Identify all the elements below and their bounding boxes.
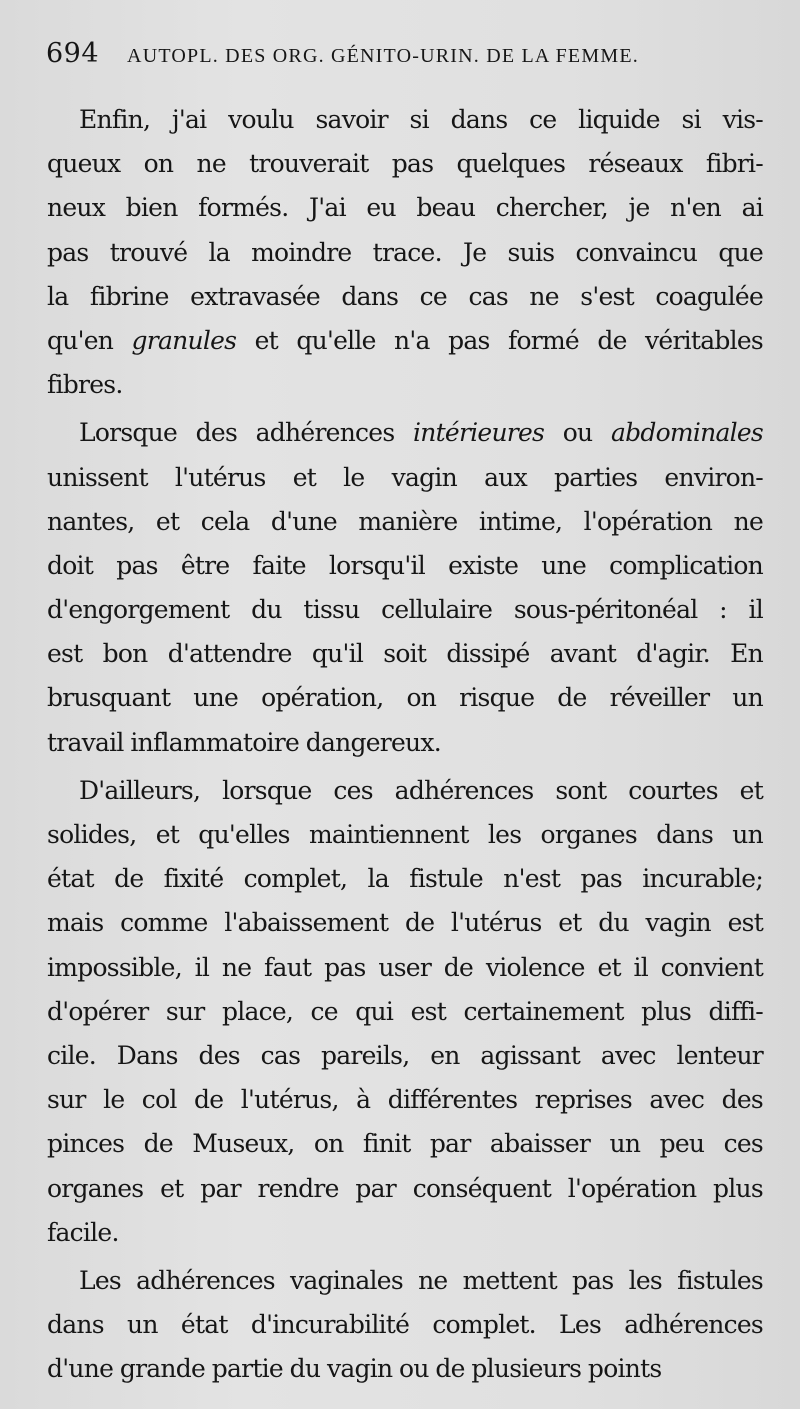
paragraph [47, 98, 763, 407]
text-line: nantes, et cela d'une manière intime, l'opération ne [47, 506, 763, 536]
text-line: fibres. [47, 370, 123, 400]
text-line: pinces de Museux, on finit par abaisser un peu ces [47, 1129, 763, 1159]
text-line: queux on ne trouverait pas quelques réseaux fibri- [47, 149, 763, 179]
text-line: Les adhérences vaginales ne mettent pas les fistules [79, 1265, 763, 1295]
text-line: brusquant une opération, on risque de réveiller un [47, 683, 763, 713]
text-line: Enfin, j'ai voulu savoir si dans ce liquide si vis- [79, 105, 763, 134]
text-line: neux bien formés. J'ai eu beau chercher, je n'en ai [47, 193, 763, 223]
text-line: D'ailleurs, lorsque ces adhérences sont courtes et [79, 775, 763, 805]
text-line: impossible, il ne faut pas user de violence et il convient [47, 952, 763, 982]
text-line: solides, et qu'elles maintiennent les organes dans un [47, 820, 763, 849]
text-line: d'une grande partie du vagin ou de plusieurs points [47, 1354, 662, 1384]
text-line: d'opérer sur place, ce qui est certainement plus diffi- [47, 996, 763, 1026]
paragraph [47, 1259, 763, 1392]
text-line: travail inflammatoire dangereux. [47, 727, 441, 757]
text-line: dans un état d'incurabilité complet. Les adhérences [47, 1310, 763, 1340]
text-line: la fibrine extravasée dans ce cas ne s'est coagulée [47, 281, 763, 311]
text-line: doit pas être faite lorsqu'il existe une complication [47, 550, 763, 580]
text-line: état de fixité complet, la fistule n'est pas incurable; [47, 864, 763, 894]
paragraph [47, 769, 763, 1255]
text-line: cile. Dans des cas pareils, en agissant avec lenteur [47, 1040, 763, 1070]
text-line: Lorsque des adhérences intérieures ou abdominales [79, 418, 764, 448]
text-line: facile. [47, 1217, 119, 1247]
italic-term: abdominales [610, 418, 764, 448]
text-line: d'engorgement du tissu cellulaire sous-péritonéal : il [47, 595, 763, 625]
text-line: mais comme l'abaissement de l'utérus et du vagin est [47, 908, 763, 938]
page-header [46, 38, 639, 78]
text-line: qu'en granules et qu'elle n'a pas formé de véritables [47, 325, 763, 355]
italic-term: granules [131, 325, 237, 355]
text-line: unissent l'utérus et le vagin aux parties environ- [47, 462, 763, 492]
text-line: sur le col de l'utérus, à différentes reprises avec des [47, 1085, 763, 1115]
italic-term: intérieures [413, 418, 545, 448]
text-line: organes et par rendre par conséquent l'opération plus [47, 1173, 763, 1203]
paragraph [47, 411, 763, 765]
text-line: pas trouvé la moindre trace. Je suis convaincu que [47, 237, 763, 267]
page-number: 694 [46, 38, 100, 69]
running-head: AUTOPL. DES ORG. GÉNITO-URIN. DE LA FEMME. [127, 45, 639, 67]
body-text [47, 98, 763, 1391]
text-line: est bon d'attendre qu'il soit dissipé avant d'agir. En [47, 639, 763, 669]
